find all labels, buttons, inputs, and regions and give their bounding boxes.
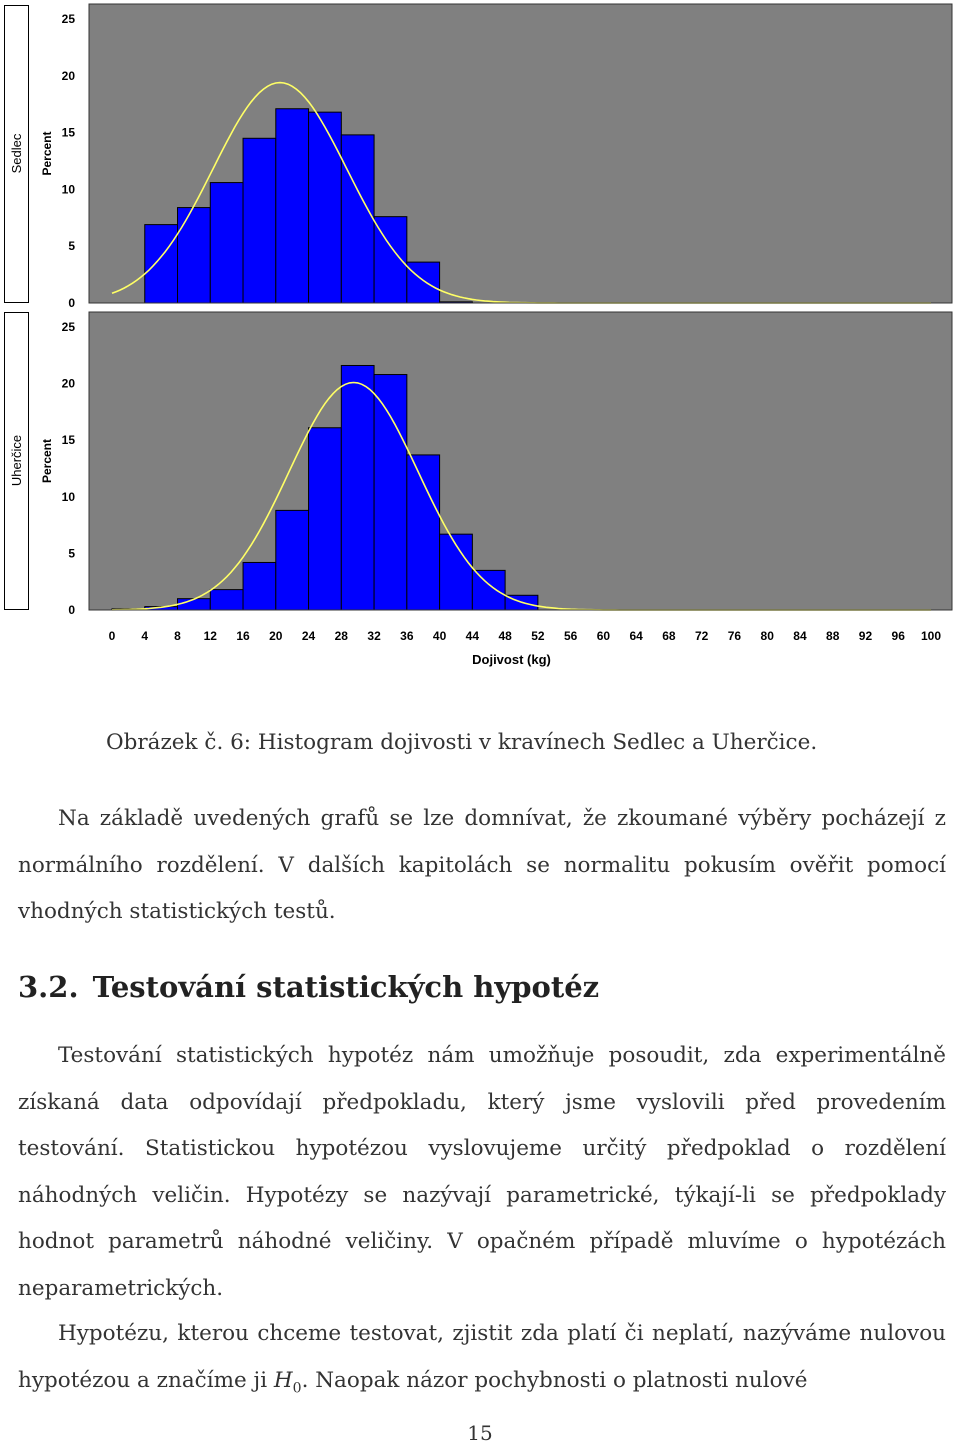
histogram-bar: [407, 455, 440, 610]
y-tick-label: 10: [61, 489, 75, 504]
x-tick-label: 4: [141, 629, 149, 643]
histogram-bar: [341, 365, 374, 610]
x-tick-label: 20: [269, 629, 283, 643]
y-tick-label: 20: [61, 68, 75, 83]
y-tick-label: 15: [61, 433, 75, 448]
x-tick-label: 48: [498, 629, 512, 643]
y-tick-label: 0: [68, 603, 75, 617]
paragraph-hypothesis-testing: Testování statistických hypotéz nám umožňuje posoudit, zda experimentálně získaná data odpovídají předpokladu, který jsme vyslovili před provedením testování. Statistickou hypotézou vyslovujeme určitý předpoklad o rozdělení náhodných veličin. Hypotézy se nazývají parametrické, týkají-li se předpoklady hodnot parametrů náhodné veličiny. V opačném případě mluvíme o hypotézách neparametrických.: [18, 1043, 946, 1301]
plot-background: [89, 312, 952, 610]
histogram-bar: [210, 183, 243, 303]
x-tick-label: 36: [400, 629, 414, 643]
x-tick-label: 40: [432, 629, 447, 643]
histogram-bar: [210, 590, 243, 610]
histogram-bar: [341, 135, 374, 303]
x-tick-label: 84: [793, 629, 807, 643]
x-tick-label: 8: [174, 629, 181, 643]
x-axis-label: Dojivost (kg): [472, 652, 551, 667]
histogram-bar: [309, 112, 342, 303]
x-tick-label: 16: [236, 629, 250, 643]
x-tick-label: 92: [858, 629, 873, 643]
y-tick-label: 25: [61, 12, 75, 26]
figure-caption: Obrázek č. 6: Histogram dojivosti v kravínech Sedlec a Uherčice.: [106, 730, 818, 755]
x-tick-label: 56: [563, 629, 578, 643]
panel-label: Sedlec: [9, 133, 24, 174]
y-tick-label: 5: [68, 546, 75, 561]
x-tick-label: 12: [203, 629, 217, 643]
section-number: 3.2.: [18, 970, 79, 1004]
null-hypothesis-text-before: Hypotézu, kterou chceme testovat, zjistit zda platí či neplatí, nazýváme nulovou hypotézou a značíme ji: [18, 1321, 946, 1393]
histogram-figure: [0, 0, 960, 680]
x-tick-label: 96: [891, 629, 905, 643]
histogram-bar: [178, 208, 211, 303]
histogram-bar: [243, 562, 276, 610]
x-tick-label: 76: [727, 629, 742, 643]
histogram-bar: [276, 510, 309, 610]
histogram-bar: [178, 599, 211, 610]
null-hypothesis-subscript: 0: [292, 1379, 302, 1396]
x-tick-label: 24: [301, 629, 316, 643]
x-tick-label: 88: [826, 629, 840, 643]
null-hypothesis-text-after: . Naopak názor pochybnosti o platnosti nulové: [301, 1367, 808, 1393]
histogram-bar: [145, 225, 178, 303]
histogram-bar: [309, 428, 342, 610]
section-title: Testování statistických hypotéz: [92, 970, 600, 1004]
x-tick-label: 32: [367, 629, 381, 643]
x-tick-label: 72: [695, 629, 709, 643]
histogram-bar: [243, 138, 276, 303]
paragraph-normality: Na základě uvedených grafů se lze domnívat, že zkoumané výběry pocházejí z normálního rozdělení. V dalších kapitolách se normalitu pokusím ověřit pomocí vhodných statistických testů.: [18, 806, 946, 924]
histogram-bar: [276, 109, 309, 303]
panel-label: Uherčice: [9, 434, 24, 487]
section-heading: [18, 970, 599, 1004]
histogram-bar: [407, 262, 440, 303]
x-tick-label: 80: [760, 629, 774, 643]
x-tick-label: 68: [662, 629, 676, 643]
y-tick-label: 25: [61, 320, 75, 334]
x-tick-label: 28: [334, 629, 348, 643]
y-tick-label: 10: [61, 182, 75, 197]
y-axis-label: Percent: [40, 438, 54, 484]
x-tick-label: 44: [465, 629, 480, 643]
histogram-bar: [374, 375, 407, 610]
histogram-bar: [472, 570, 505, 610]
x-tick-label: 64: [629, 629, 643, 643]
y-tick-label: 5: [68, 239, 75, 254]
x-tick-label: 60: [596, 629, 611, 643]
page-number: 15: [467, 1421, 493, 1445]
y-tick-label: 20: [61, 376, 75, 391]
y-tick-label: 15: [61, 125, 75, 140]
y-tick-label: 0: [68, 296, 75, 310]
y-axis-label: Percent: [40, 131, 54, 176]
paragraph-null-hypothesis: [18, 1311, 946, 1411]
x-tick-label: 52: [531, 629, 545, 643]
x-tick-label: 0: [108, 629, 116, 643]
null-hypothesis-symbol: H: [273, 1367, 293, 1393]
x-tick-label: 100: [920, 629, 942, 643]
